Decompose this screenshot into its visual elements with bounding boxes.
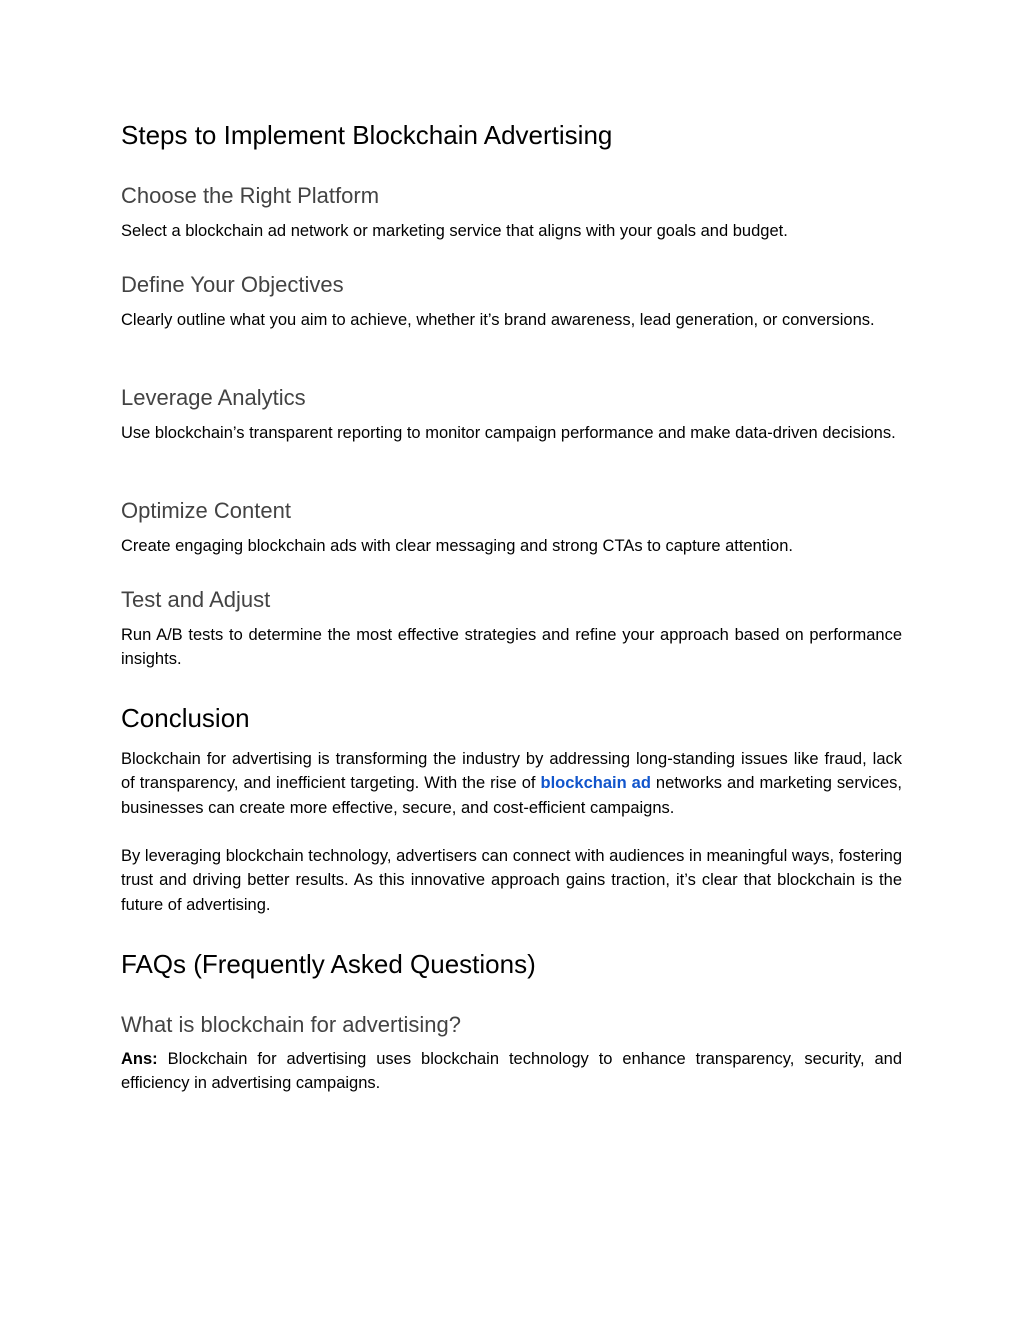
faq-answer-label: Ans: <box>121 1050 158 1068</box>
step-heading-test-adjust: Test and Adjust <box>121 587 271 612</box>
steps-section-title: Steps to Implement Blockchain Advertising <box>121 120 613 150</box>
step-body-choose-platform: Select a blockchain ad network or marketing service that aligns with your goals and budget. <box>121 222 788 240</box>
step-body-leverage-analytics: Use blockchain’s transparent reporting to monitor campaign performance and make data-driven decisions. <box>121 424 896 442</box>
conclusion-paragraph-1 <box>121 747 902 820</box>
conclusion-text-before-link: Blockchain for advertising is transforming the industry by addressing long-standing issues like fraud, lack of transparency, and inefficient targeting. With the rise of <box>121 750 902 793</box>
faq-answer-text: Blockchain for advertising uses blockchain technology to enhance transparency, security, and efficiency in advertising campaigns. <box>121 1050 902 1093</box>
step-heading-define-objectives: Define Your Objectives <box>121 272 344 297</box>
step-heading-optimize-content: Optimize Content <box>121 498 291 523</box>
step-body-test-adjust: Run A/B tests to determine the most effective strategies and refine your approach based on performance insights. <box>121 626 902 669</box>
faq-answer-1 <box>121 1047 902 1096</box>
blockchain-ad-link[interactable]: blockchain ad <box>540 774 651 793</box>
conclusion-paragraph-2: By leveraging blockchain technology, advertisers can connect with audiences in meaningful ways, fostering trust and driving better results. As this innovative approach gains traction, it’s clear that blockchain is the future of advertising. <box>121 847 902 914</box>
step-body-define-objectives: Clearly outline what you aim to achieve, whether it’s brand awareness, lead generation, or conversions. <box>121 311 875 329</box>
step-heading-choose-platform: Choose the Right Platform <box>121 183 380 208</box>
step-heading-leverage-analytics: Leverage Analytics <box>121 385 306 410</box>
faqs-title: FAQs (Frequently Asked Questions) <box>121 949 536 979</box>
conclusion-title: Conclusion <box>121 703 250 733</box>
conclusion-text-after-link: networks and marketing services, businesses can create more effective, secure, and cost-efficient campaigns. <box>121 774 903 817</box>
step-body-optimize-content: Create engaging blockchain ads with clear messaging and strong CTAs to capture attention. <box>121 537 793 555</box>
faq-question-1: What is blockchain for advertising? <box>121 1012 461 1037</box>
